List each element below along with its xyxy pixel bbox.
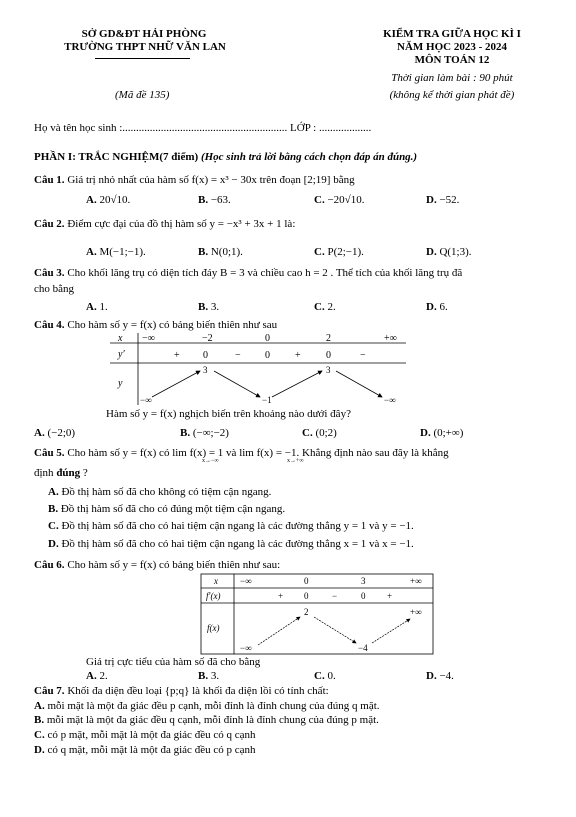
q6-f-3: +∞ [410,607,422,617]
q6-arrow-up-2 [372,619,410,643]
q6-arrow-up-1 [258,617,300,645]
q7-option-c[interactable]: C. có p mặt, mỗi mặt là một đa giác đều có q cạnh [34,729,256,741]
q6-option-a[interactable]: A. 2. [86,670,108,682]
q6-option-b[interactable]: B. 3. [198,670,220,682]
question-4 [34,318,277,332]
q4-sign-2: − [235,350,241,361]
q4-sign-6: − [360,350,366,361]
question-5 [34,446,449,460]
q2-option-c[interactable]: C. P(2;−1). [314,246,364,258]
section-title: PHẦN I: TRẮC NGHIỆM(7 điểm) [34,151,199,163]
school-dept: SỞ GD&ĐT HẢI PHÒNG [81,28,207,40]
q2-text: Điểm cực đại của đồ thị hàm số y = −x³ + 3x + 1 là: [67,218,296,230]
q4-x-3: 2 [326,333,331,344]
q7-option-b[interactable]: B. mỗi mặt là một đa giác đều q cạnh, mỗi đỉnh là đỉnh chung của đúng p mặt. [34,714,379,726]
q6-f-0: −∞ [240,643,252,653]
q4-option-c[interactable]: C. (0;2) [302,427,337,439]
school-name: TRƯỜNG THPT NHỮ VĂN LAN [64,41,226,53]
q4-x-label: x [118,333,123,344]
exam-code: (Mã đề 135) [115,89,170,101]
student-info-line: Họ và tên học sinh :............................................................ LỚP : ................... [34,122,372,134]
section-note: (Học sinh trả lời bằng cách chọn đáp án đúng.) [200,151,418,163]
q4-y-2: −1 [262,395,272,405]
school-year: NĂM HỌC 2023 - 2024 [397,41,507,53]
q6-x-3: +∞ [410,576,422,586]
q4-x-2: 0 [265,333,270,344]
q3-option-c[interactable]: C. 2. [314,301,336,313]
q6-x-2: 3 [361,576,366,586]
question-3 [34,266,462,280]
q1-option-b[interactable]: B. −63. [198,194,231,206]
q6-f-label: f(x) [207,623,220,633]
q6-sign-1: 0 [304,591,309,601]
q4-variation-table [108,331,408,407]
q4-label: Câu 4. [34,319,65,331]
q1-text: Giá trị nhỏ nhất của hàm số f(x) = x³ − 30x trên đoạn [2;19] bằng [67,174,355,186]
q5-lim2-sub: x→+∞ [287,458,304,464]
q4-sign-1: 0 [203,350,208,361]
q4-sign-3: 0 [265,350,270,361]
q1-option-c[interactable]: C. −20√10. [314,194,365,206]
q6-x-label: x [214,576,218,586]
q3-label: Câu 3. [34,267,65,279]
q4-sign-0: + [174,350,180,361]
q3-text-cont: cho bằng [34,283,75,295]
q6-arrow-down [314,617,356,643]
q1-label: Câu 1. [34,174,65,186]
q4-sign-5: 0 [326,350,331,361]
q4-y-4: −∞ [384,395,396,405]
q6-sign-0: + [278,591,284,601]
q4-y-0: −∞ [140,395,152,405]
q2-option-d[interactable]: D. Q(1;3). [426,246,472,258]
q5-option-b[interactable]: B. Đồ thị hàm số đã cho có đúng một tiệm cận ngang. [48,503,286,515]
q2-option-a[interactable]: A. M(−1;−1). [86,246,146,258]
q4-y-3: 3 [326,365,331,375]
q4-x-4: +∞ [384,333,397,344]
q3-option-d[interactable]: D. 6. [426,301,448,313]
q7-option-a[interactable]: A. mỗi mặt là một đa giác đều p cạnh, mỗi đỉnh là đỉnh chung của đúng q mặt. [34,700,380,712]
exam-time-note: (không kể thời gian phát đề) [389,89,515,101]
q6-x-1: 0 [304,576,309,586]
q5-option-d[interactable]: D. Đồ thị hàm số đã cho có hai tiệm cận ngang là các đường thẳng x = 1 và x = −1. [48,538,414,550]
exam-time: Thời gian làm bài : 90 phút [391,72,513,84]
q4-arrow-up-2 [272,371,322,397]
q6-sign-3: 0 [361,591,366,601]
question-1 [34,173,355,187]
q4-text: Cho hàm số y = f(x) có bảng biến thiên như sau [67,319,278,331]
q6-sign-4: + [387,591,393,601]
q1-option-a[interactable]: A. 20√10. [86,194,131,206]
q6-option-d[interactable]: D. −4. [426,670,454,682]
q5-label: Câu 5. [34,447,65,459]
q4-question: Hàm số y = f(x) nghịch biến trên khoảng nào dưới đây? [106,408,351,420]
q5-lim1-sub: x→−∞ [202,458,219,464]
q6-fp-label: f′(x) [206,591,221,601]
q4-option-a[interactable]: A. (−2;0) [34,427,76,439]
q7-text: Khối đa diện đều loại {p;q} là khối đa diện lồi có tính chất: [67,685,329,697]
q4-arrow-down-2 [336,371,382,397]
q4-sign-4: + [295,350,301,361]
section-heading [34,150,417,164]
q4-y-1: 3 [203,365,208,375]
q6-option-c[interactable]: C. 0. [314,670,336,682]
q2-label: Câu 2. [34,218,65,230]
q6-sign-2: − [332,591,338,601]
subject: MÔN TOÁN 12 [414,54,490,66]
q4-option-b[interactable]: B. (−∞;−2) [180,427,229,439]
q3-option-b[interactable]: B. 3. [198,301,220,313]
q2-option-b[interactable]: B. N(0;1). [198,246,243,258]
question-6 [34,558,280,572]
exam-title: KIỂM TRA GIỮA HỌC KÌ I [383,28,521,40]
q4-arrow-down-1 [214,371,260,397]
q5-text-cont: định đúng ? [34,467,88,479]
q6-x-0: −∞ [240,576,252,586]
q4-y-label: y [118,378,123,389]
q3-text: Cho khối lăng trụ có diện tích đáy B = 3 và chiều cao h = 2 . Thể tích của khối lăng trụ đã [67,267,463,279]
q5-text: Cho hàm số y = f(x) có lim f(x) = 1 và lim f(x) = −1. Khẳng định nào sau đây là khẳng [67,447,449,459]
q3-option-a[interactable]: A. 1. [86,301,108,313]
q7-label: Câu 7. [34,685,65,697]
q6-f-2: −4 [358,643,368,653]
q4-yp-label: y′ [118,349,125,360]
q4-x-0: −∞ [142,333,155,344]
q6-question: Giá trị cực tiểu của hàm số đã cho bằng [86,656,261,668]
q5-option-a[interactable]: A. Đồ thị hàm số đã cho không có tiệm cận ngang. [48,486,272,498]
q5-option-c[interactable]: C. Đồ thị hàm số đã cho có hai tiệm cận ngang là các đường thẳng y = 1 và y = −1. [48,520,414,532]
header-underline [95,58,190,59]
q4-arrow-up-1 [152,371,200,397]
q6-f-1: 2 [304,607,309,617]
q6-label: Câu 6. [34,559,65,571]
question-7 [34,684,329,698]
question-2 [34,217,295,231]
q1-option-d[interactable]: D. −52. [426,194,460,206]
q4-option-d[interactable]: D. (0;+∞) [420,427,464,439]
q7-option-d[interactable]: D. có q mặt, mỗi mặt là một đa giác đều có p cạnh [34,744,256,756]
q6-variation-table [200,573,434,655]
q4-x-1: −2 [202,333,213,344]
q6-text: Cho hàm số y = f(x) có bảng biến thiên như sau: [67,559,281,571]
